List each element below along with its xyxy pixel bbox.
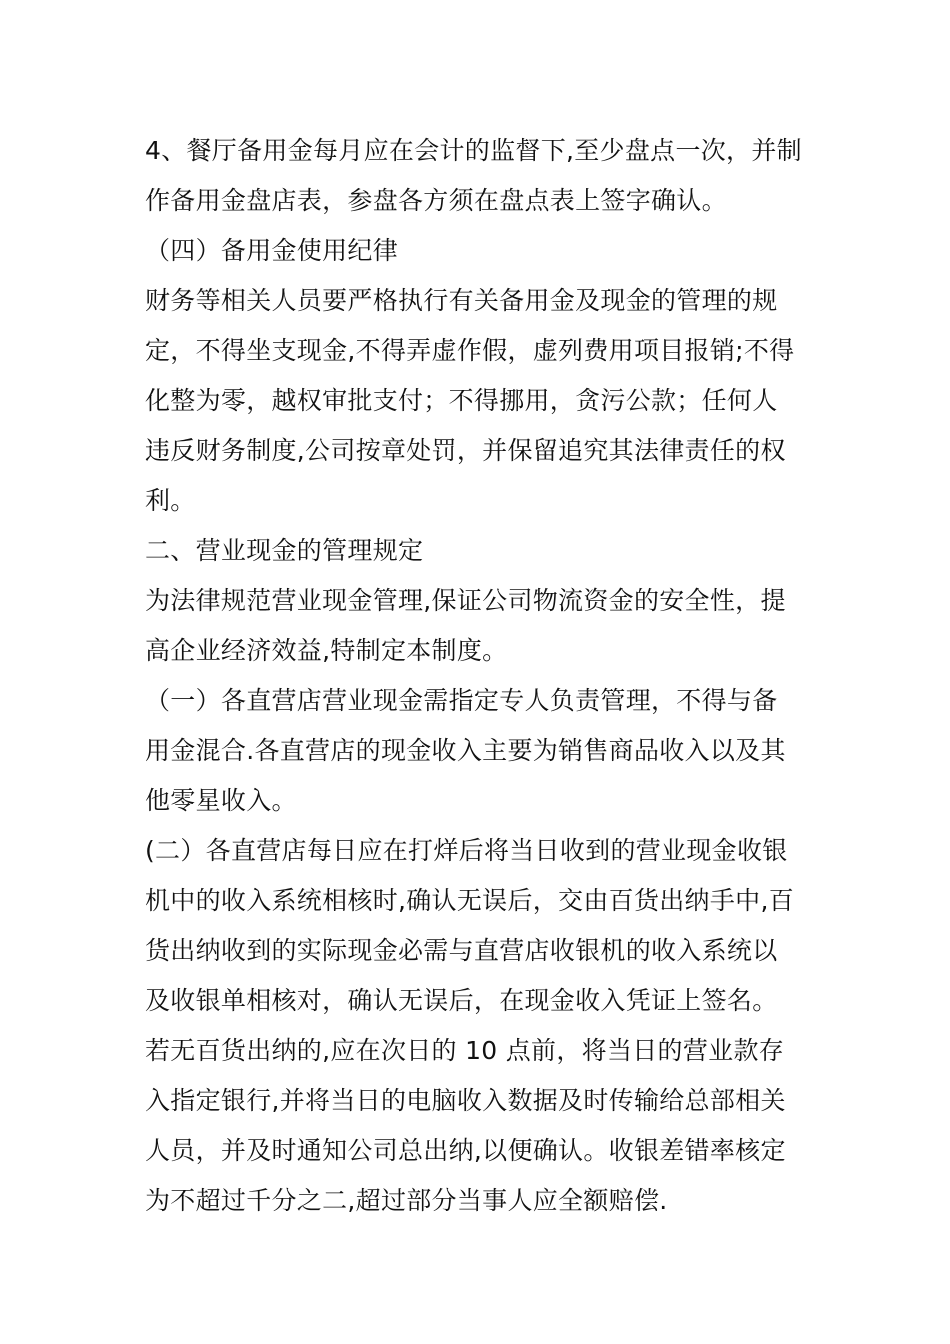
text-line: 高企业经济效益,特制定本制度。	[145, 636, 508, 665]
text-line: 货出纳收到的实际现金必需与直营店收银机的收入系统以	[145, 936, 778, 965]
text-line: 入指定银行,并将当日的电脑收入数据及时传输给总部相关	[145, 1086, 786, 1115]
text-line: 机中的收入系统相核时,确认无误后，交由百货出纳手中,百	[145, 886, 794, 915]
text-line: 人员，并及时通知公司总出纳,以便确认。收银差错率核定	[145, 1136, 786, 1165]
text-line: 定，不得坐支现金,不得弄虚作假，虚列费用项目报销;不得	[145, 336, 795, 365]
text-line: （一）各直营店营业现金需指定专人负责管理，不得与备	[145, 686, 778, 715]
text-line: 化整为零，越权审批支付；不得挪用，贪污公款；任何人	[145, 386, 778, 415]
text-line: 为法律规范营业现金管理,保证公司物流资金的安全性，提	[145, 586, 786, 615]
text-line: 利。	[145, 486, 196, 515]
text-line: 若无百货出纳的,应在次日的 10 点前，将当日的营业款存	[145, 1036, 785, 1065]
section-heading: （四）备用金使用纪律	[145, 236, 399, 265]
section-heading: 二、营业现金的管理规定	[145, 536, 424, 565]
text-line: 违反财务制度,公司按章处罚，并保留追究其法律责任的权	[145, 436, 786, 465]
text-line: 为不超过千分之二,超过部分当事人应全额赔偿.	[145, 1186, 668, 1215]
text-line: 及收银单相核对，确认无误后，在现金收入凭证上签名。	[145, 986, 778, 1015]
text-line: 用金混合.各直营店的现金收入主要为销售商品收入以及其	[145, 736, 786, 765]
text-line: 财务等相关人员要严格执行有关备用金及现金的管理的规	[145, 286, 778, 315]
text-line: 他零星收入。	[145, 786, 297, 815]
text-line: 作备用金盘店表，参盘各方须在盘点表上签字确认。	[145, 186, 727, 215]
text-line: 4、餐厅备用金每月应在会计的监督下,至少盘点一次，并制	[145, 136, 802, 165]
text-line: (二）各直营店每日应在打烊后将当日收到的营业现金收银	[145, 836, 788, 865]
